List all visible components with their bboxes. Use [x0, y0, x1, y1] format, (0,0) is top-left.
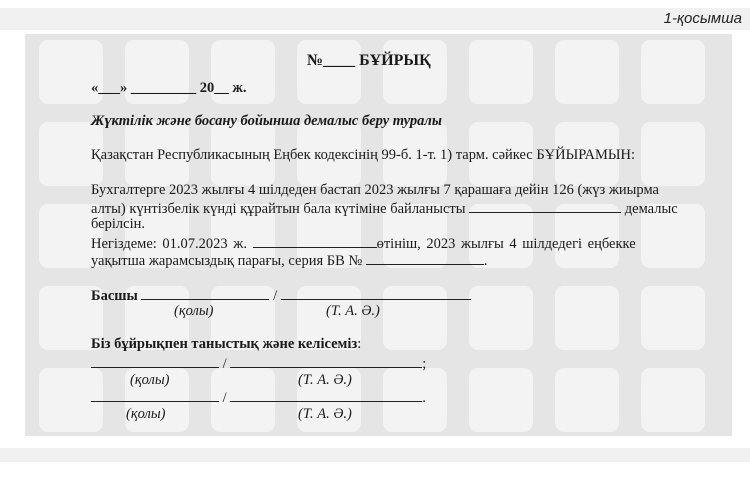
leave-type-field[interactable]: [469, 198, 621, 213]
employee-name-caption-1: (Т. А. Ә.): [298, 372, 352, 388]
appendix-label: 1-қосымша: [663, 10, 742, 27]
employee-signature-line-2: / .: [91, 387, 426, 407]
head-signature-caption: (қолы): [174, 303, 214, 319]
order-subject: Жүктілік және босану бойынша демалыс беру туралы: [91, 113, 442, 129]
head-signature-line: Басшы /: [91, 285, 471, 305]
employee-signature-line-1: / ;: [91, 353, 426, 373]
employee-signature-field-1[interactable]: [91, 353, 219, 368]
employee-name-caption-2: (Т. А. Ә.): [298, 406, 352, 422]
application-field[interactable]: [253, 233, 377, 248]
basis-line-1: Негіздеме: 01.07.2023 ж. өтініш, 2023 жылғы 4 шілдедегі еңбекке: [91, 233, 636, 253]
employee-signature-caption-1: (қолы): [130, 372, 170, 388]
basis-line-2: уақытша жарамсыздық парағы, серия БВ № .: [91, 250, 487, 270]
employee-signature-field-2[interactable]: [91, 387, 219, 402]
sick-leave-number-field[interactable]: [366, 250, 484, 265]
head-signature-field[interactable]: [141, 285, 269, 300]
head-name-caption: (Т. А. Ә.): [326, 303, 380, 319]
legal-basis: Қазақстан Республикасының Еңбек кодексінің 99-б. 1-т. 1) тарм. сәйкес БҰЙЫРАМЫН:: [91, 147, 635, 163]
body-line-1: Бухгалтерге 2023 жылғы 4 шілдеден бастап 2023 жылғы 7 қарашаға дейін 126 (жүз жиырма: [91, 182, 659, 198]
employee-name-field-1[interactable]: [230, 353, 422, 368]
employee-name-field-2[interactable]: [230, 387, 422, 402]
body-line-3: берілсін.: [91, 216, 145, 232]
order-title: №____ БҰЙРЫҚ: [307, 52, 431, 69]
head-name-field[interactable]: [281, 285, 471, 300]
employee-signature-caption-2: (қолы): [126, 406, 166, 422]
date-line: «___» _________ 20__ ж.: [91, 80, 247, 96]
body-line-2: алты) күнтізбелік күнді құрайтын бала күтіміне байланысты демалыс: [91, 198, 678, 218]
acquainted-title: Біз бұйрықпен таныстық және келісеміз:: [91, 336, 362, 352]
